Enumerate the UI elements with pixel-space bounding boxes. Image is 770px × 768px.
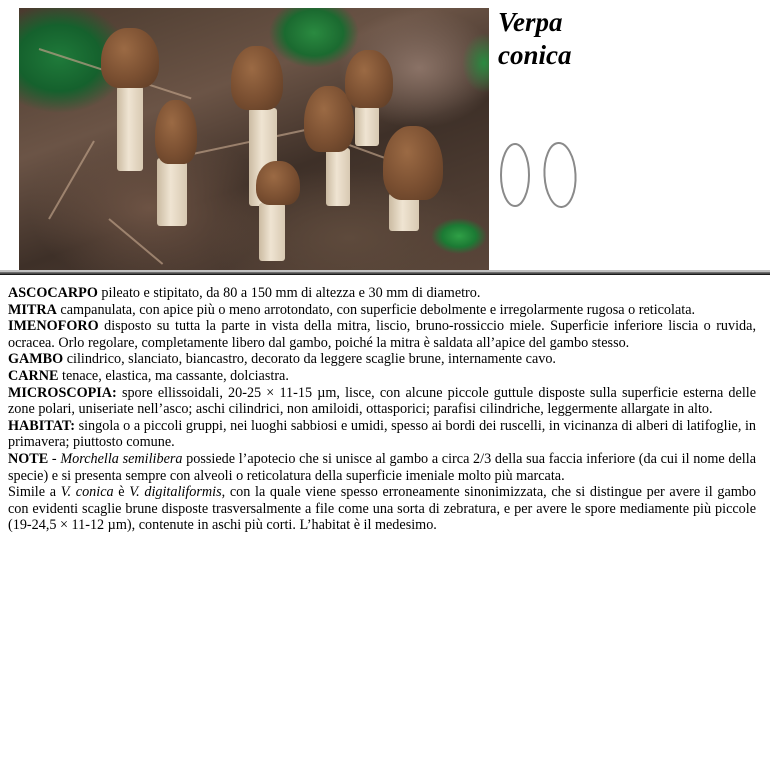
species-title	[498, 6, 572, 72]
description-body	[8, 285, 756, 534]
spore-icon	[501, 144, 529, 206]
section-carne	[8, 368, 756, 385]
section-heading: GAMBO	[8, 351, 64, 368]
note-text: possiede l’apotecio che si unisce al gambo a circa 2/3 della sua faccia inferiore (da cui il nome della specie) e si presenta sempre con alveoli o reticolatura della superficie imeniale molto più marcata.	[8, 450, 756, 484]
section-heading: HABITAT:	[8, 417, 75, 434]
section-ascocarpo	[8, 285, 756, 302]
mushroom-photo	[19, 8, 489, 270]
section-text: tenace, elastica, ma cassante, dolciastra.	[58, 367, 289, 384]
note-dash: -	[48, 450, 61, 467]
section-gambo	[8, 351, 756, 368]
photo-twig	[108, 218, 163, 265]
note-similar-text: , con la quale viene spesso erroneamente sinonimizzata, che si distingue per avere il gambo con evidenti scaglie brune disposte trasversalmente a file come una sorta di zebratura, e per avere le spore mediamente più piccole (19-24,5 × 11-12 µm), contenute in aschi più corti. L’habitat è il medesimo.	[8, 484, 756, 534]
note-species-morchella: Morchella semilibera	[60, 450, 183, 467]
note-species-conica: V. conica	[60, 484, 114, 501]
section-text: cilindrico, slanciato, biancastro, decorato da leggere scaglie brune, internamente cavo.	[63, 351, 556, 368]
section-microscopia	[8, 385, 756, 418]
section-heading: MICROSCOPIA:	[8, 384, 117, 401]
spore-drawing	[498, 141, 580, 209]
section-text: pileato e stipitato, da 80 a 150 mm di altezza e 30 mm di diametro.	[97, 285, 481, 301]
section-heading: MITRA	[8, 301, 57, 318]
section-note	[8, 451, 756, 484]
section-heading: CARNE	[8, 367, 59, 384]
section-text: singola o a piccoli gruppi, nei luoghi sabbiosi e umidi, spesso ai bordi dei ruscelli, in vicinanza di alberi di latifoglie, in primavera; piuttosto comune.	[8, 417, 756, 451]
photo-twig	[48, 141, 95, 220]
section-text: disposto su tutta la parte in vista della mitra, liscio, bruno-rossiccio miele. Superficie inferiore liscia o ruvida, ocracea. Orlo regolare, completamente libero dal gambo, poiché la mitra è saldata all’apice del gambo stesso.	[8, 318, 756, 351]
spore-icon	[543, 142, 577, 208]
title-epithet: conica	[498, 40, 572, 70]
divider-rule-shadow	[0, 272, 770, 275]
section-note-similar	[8, 484, 756, 534]
note-similar-mid: è	[113, 484, 130, 501]
section-habitat	[8, 418, 756, 451]
note-species-digitaliformis: V. digitaliformis	[129, 484, 222, 501]
section-imenoforo	[8, 318, 756, 351]
note-similar-prefix: Simile a	[8, 484, 61, 501]
section-text: campanulata, con apice più o meno arrotondato, con superficie debolmente e irregolarmente rugosa o reticolata.	[56, 301, 696, 318]
note-heading: NOTE	[8, 450, 49, 467]
section-mitra	[8, 302, 756, 319]
section-text: spore ellissoidali, 20-25 × 11-15 µm, lisce, con alcune piccole guttule disposte sulla superficie esterna delle zone polari, uniseriate nell’asco; aschi cilindrici, non amiloidi, ottasporici; parafisi cilindriche, leggermente allargate in alto.	[8, 384, 756, 418]
title-genus: Verpa	[498, 7, 563, 37]
section-heading: ASCOCARPO	[8, 285, 98, 301]
section-heading: IMENOFORO	[8, 318, 99, 335]
